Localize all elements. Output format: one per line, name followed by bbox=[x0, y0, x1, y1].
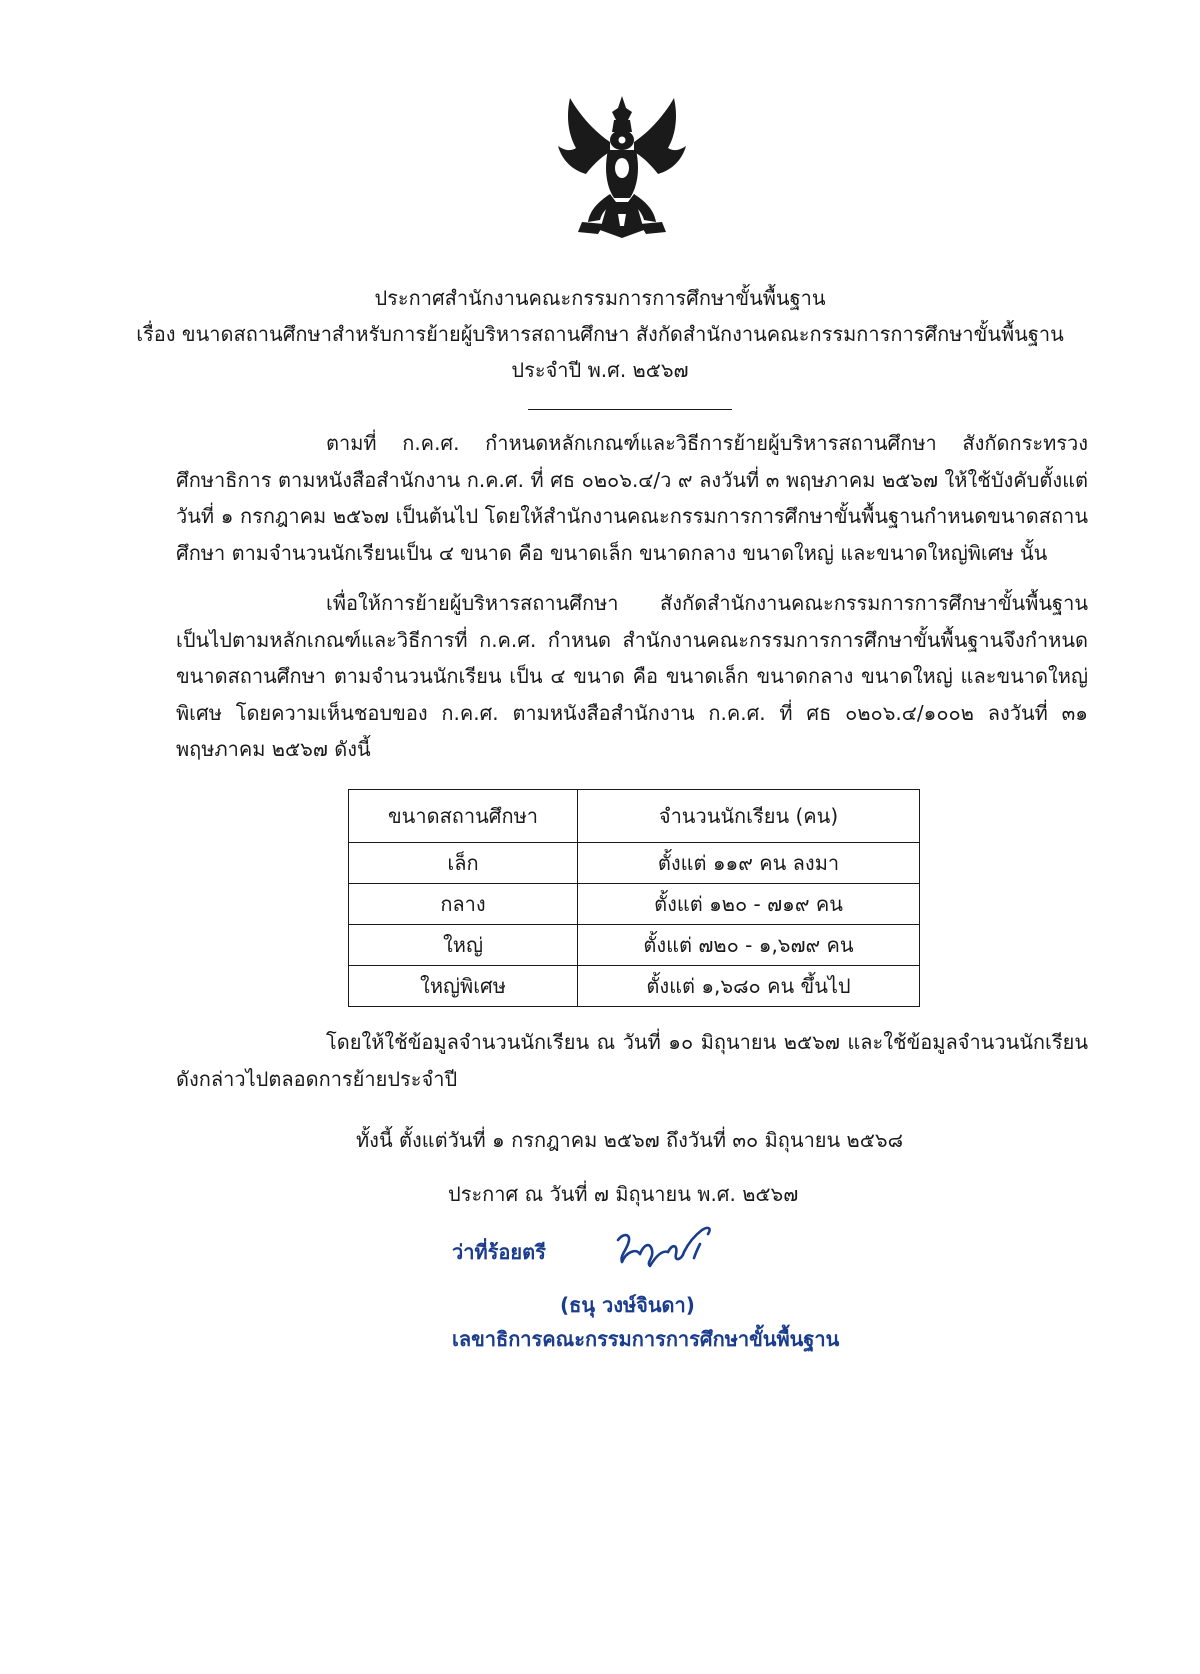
table-header-cell: ขนาดสถานศึกษา bbox=[349, 790, 578, 843]
school-size-table bbox=[348, 789, 920, 1007]
table-cell-students: ตั้งแต่ ๑๒๐ - ๗๑๙ คน bbox=[578, 884, 920, 925]
table-row bbox=[349, 966, 920, 1007]
signer-position: เลขาธิการคณะกรรมการการศึกษาขั้นพื้นฐาน bbox=[452, 1327, 840, 1351]
announcement-date: ประกาศ ณ วันที่ ๗ มิถุนายน พ.ศ. ๒๕๖๗ bbox=[448, 1182, 799, 1206]
announcement-subject: เรื่อง ขนาดสถานศึกษาสำหรับการย้ายผู้บริหารสถานศึกษา สังกัดสำนักงานคณะกรรมการการศึกษาขั้นพื้นฐาน bbox=[136, 322, 1064, 346]
announcement-title: ประกาศสำนักงานคณะกรรมการการศึกษาขั้นพื้นฐาน bbox=[374, 286, 826, 310]
table-row bbox=[349, 843, 920, 884]
handwritten-signature-icon bbox=[612, 1222, 724, 1274]
table-header-row bbox=[349, 790, 920, 843]
table-header-cell: จำนวนนักเรียน (คน) bbox=[578, 790, 920, 843]
paragraph-3-text: โดยให้ใช้ข้อมูลจำนวนนักเรียน ณ วันที่ ๑๐ มิถุนายน ๒๕๖๗ และใช้ข้อมูลจำนวนนักเรียน ดังกล่าวไปตลอดการย้ายประจำปี bbox=[176, 1030, 1088, 1091]
table-cell-size: กลาง bbox=[349, 884, 578, 925]
table-row bbox=[349, 884, 920, 925]
paragraph-1-text: ตามที่ ก.ค.ศ. กำหนดหลักเกณฑ์และวิธีการย้ายผู้บริหารสถานศึกษา สังกัดกระทรวงศึกษาธิการ ตามหนังสือสำนักงาน ก.ค.ศ. ที่ ศธ ๐๒๐๖.๔/ว ๙ ลงวันที่ ๓ พฤษภาคม ๒๕๖๗ ให้ใช้บังคับตั้งแต่วันที่ ๑ กรกฎาคม ๒๕๖๗ เป็นต้นไป โดยให้สำนักงานคณะกรรมการการศึกษาขั้นพื้นฐานกำหนดขนาดสถานศึกษา ตามจำนวนนักเรียนเป็น ๔ ขนาด คือ ขนาดเล็ก ขนาดกลาง ขนาดใหญ่ และขนาดใหญ่พิเศษ นั้น bbox=[176, 431, 1088, 565]
title-divider bbox=[528, 409, 732, 410]
effective-period: ทั้งนี้ ตั้งแต่วันที่ ๑ กรกฎาคม ๒๕๖๗ ถึงวันที่ ๓๐ มิถุนายน ๒๕๖๘ bbox=[356, 1128, 904, 1152]
table-row bbox=[349, 925, 920, 966]
announcement-year: ประจำปี พ.ศ. ๒๕๖๗ bbox=[511, 358, 689, 382]
table-cell-size: ใหญ่พิเศษ bbox=[349, 966, 578, 1007]
paragraph-2 bbox=[176, 585, 1088, 768]
paragraph-3 bbox=[176, 1024, 1088, 1097]
garuda-emblem-icon bbox=[552, 90, 692, 245]
table-cell-students: ตั้งแต่ ๑๑๙ คน ลงมา bbox=[578, 843, 920, 884]
table-cell-size: ใหญ่ bbox=[349, 925, 578, 966]
table-cell-students: ตั้งแต่ ๑,๖๘๐ คน ขึ้นไป bbox=[578, 966, 920, 1007]
table-cell-students: ตั้งแต่ ๗๒๐ - ๑,๖๗๙ คน bbox=[578, 925, 920, 966]
table-cell-size: เล็ก bbox=[349, 843, 578, 884]
paragraph-2-text: เพื่อให้การย้ายผู้บริหารสถานศึกษา สังกัดสำนักงานคณะกรรมการการศึกษาขั้นพื้นฐาน เป็นไปตามหลักเกณฑ์และวิธีการที่ ก.ค.ศ. กำหนด สำนักงานคณะกรรมการการศึกษาขั้นพื้นฐานจึงกำหนด ขนาดสถานศึกษา ตามจำนวนนักเรียน เป็น ๔ ขนาด คือ ขนาดเล็ก ขนาดกลาง ขนาดใหญ่ และขนาดใหญ่พิเศษ โดยความเห็นชอบของ ก.ค.ศ. ตามหนังสือสำนักงาน ก.ค.ศ. ที่ ศธ ๐๒๐๖.๔/๑๐๐๒ ลงวันที่ ๓๑ พฤษภาคม ๒๕๖๗ ดังนี้ bbox=[176, 591, 1088, 761]
signer-name: (ธนุ วงษ์จินดา) bbox=[560, 1293, 695, 1317]
paragraph-1 bbox=[176, 425, 1088, 571]
signer-rank: ว่าที่ร้อยตรี bbox=[452, 1240, 546, 1264]
